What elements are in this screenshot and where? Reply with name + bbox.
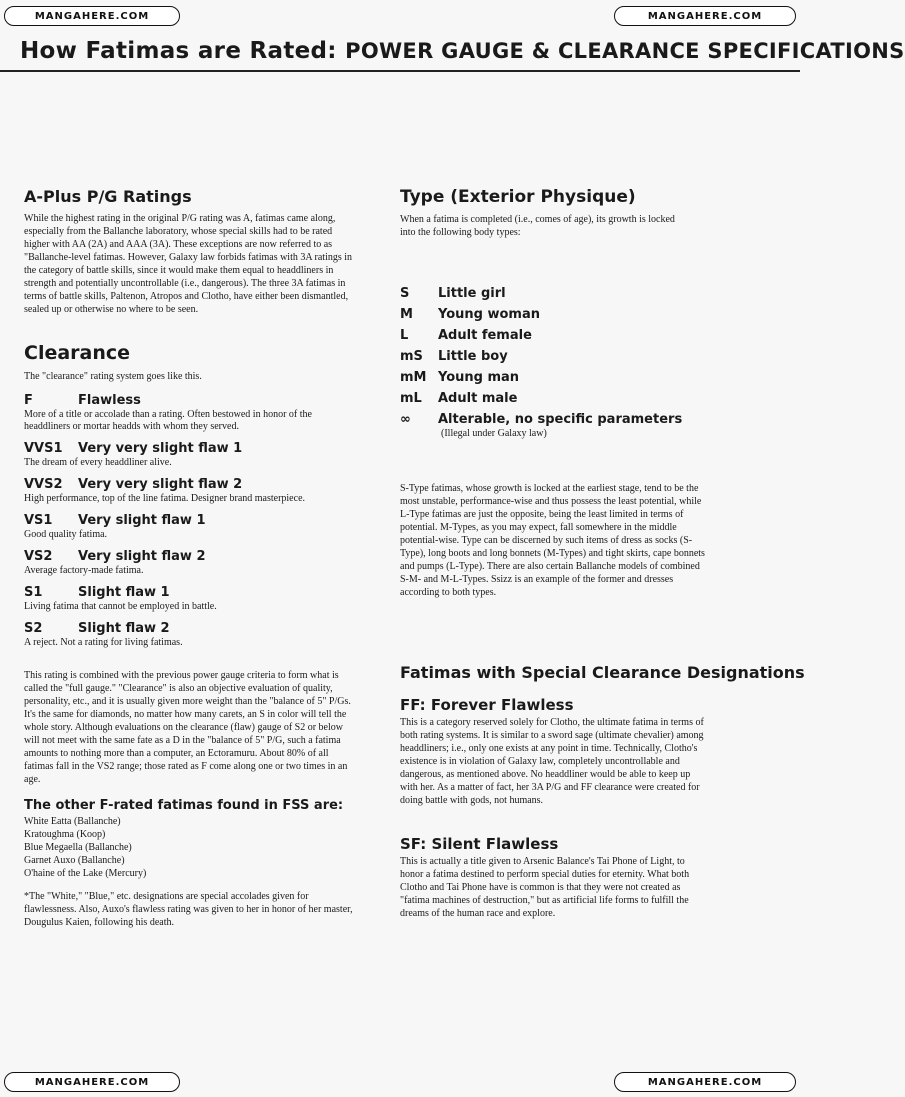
type-row-m (400, 304, 780, 325)
type-heading: Type (Exterior Physique) (400, 187, 636, 207)
special-section (400, 663, 805, 920)
title-divider (0, 70, 800, 72)
rating-code: VS2 (24, 549, 53, 564)
type-section (400, 187, 780, 599)
right-column (400, 187, 805, 920)
special-heading: Fatimas with Special Clearance Designations (400, 663, 805, 682)
full-gauge-body: This rating is combined with the previous power gauge criteria to form what is called the "full gauge." "Clearance" is also an objective evaluation of quality, personality, etc., and it is usually given more weight than the "balance of 5" P/Gs. It's the same for diamonds, no matter how many carets, an S in color will tell the whole story. Although evaluations on the clearance (flaw) gauge of S2 or below will not meet with the same fate as a D in the "balance of 5" P/G, such a fatima amounts to nothing more than a computer, an Ectoramuru. About 80% of all fatimas fall in the VS2 range; those rated as F come along one or two times in an age. (24, 670, 351, 785)
aplus-section (24, 187, 354, 316)
rating-name: Very slight flaw 2 (78, 549, 206, 564)
type-name: Little boy (438, 349, 508, 364)
aplus-body: While the highest rating in the original P/G rating was A, fatimas came along, especially from the Ballanche laboratory, whose special skills had to be rated higher with AA (2A) and AAA (3A). These exceptions are now referred to as "Ballanche-level fatimas. However, Galaxy law forbids fatimas with 3A ratings in the category of battle skills, since it would make them equal to headdliners in strength and potentially uncontrollable (i.e., dangerous). The three 3A fatimas in terms of battle skills, Paltenon, Atropos and Clotho, have either been dismantled, sealed up or otherwise no where to be seen. (24, 213, 353, 315)
rating-code: S2 (24, 621, 43, 636)
type-code: L (400, 328, 409, 343)
sf-block (400, 835, 780, 920)
rating-name: Slight flaw 1 (78, 585, 170, 600)
clearance-rating-vvs1 (24, 441, 354, 469)
type-code: mM (400, 370, 427, 385)
other-f-footnote: *The "White," "Blue," etc. designations are special accolades given for flawlessness. Also, Auxo's flawless rating was given to her in honor of her master, Dougulus Kaien, following his death. (24, 891, 353, 928)
rating-code: S1 (24, 585, 43, 600)
other-f-heading: The other F-rated fatimas found in FSS are: (24, 798, 344, 813)
left-column (24, 187, 354, 929)
clearance-list (24, 393, 354, 649)
watermark-top-left: MANGAHERE.COM (4, 6, 180, 26)
clearance-rating-vs2 (24, 549, 354, 577)
rating-code: VS1 (24, 513, 53, 528)
rating-name: Very very slight flaw 2 (78, 477, 243, 492)
type-intro: When a fatima is completed (i.e., comes of age), its growth is locked into the following body types: (400, 214, 675, 238)
ff-heading: FF: Forever Flawless (400, 696, 574, 714)
type-row-infinity (400, 409, 780, 430)
aplus-heading: A-Plus P/G Ratings (24, 187, 192, 206)
type-list (400, 283, 780, 440)
type-name: Adult female (438, 328, 532, 343)
type-name: Little girl (438, 286, 506, 301)
list-item: Blue Megaella (Ballanche) (24, 842, 132, 853)
clearance-intro: The "clearance" rating system goes like this. (24, 371, 202, 382)
clearance-section (24, 342, 354, 786)
rating-code: VVS1 (24, 441, 63, 456)
type-code: mS (400, 349, 423, 364)
rating-desc: Good quality fatima. (24, 529, 108, 540)
alterable-note: (Illegal under Galaxy law) (441, 428, 547, 439)
type-name: Alterable, no specific parameters (438, 412, 683, 427)
clearance-heading: Clearance (24, 342, 131, 364)
rating-code: F (24, 393, 33, 408)
type-row-l (400, 325, 780, 346)
watermark-bottom-right: MANGAHERE.COM (614, 1072, 796, 1092)
type-name: Adult male (438, 391, 518, 406)
clearance-rating-s1 (24, 585, 354, 613)
page-title-lead: How Fatimas are Rated: (20, 38, 337, 64)
ff-body: This is a category reserved solely for Clotho, the ultimate fatima in terms of both rating systems. It is similar to a sword sage (ultimate chevalier) among headdliners; i.e., only one exists at any point in time. Technically, Clotho's existence is in violation of Galaxy law, completely uncontrollable and dangerous, as mentioned above. No headdliner would be able to keep up with her. As a matter of fact, her 3A P/G and FF clearance were created for doing battle with gods, not humans. (400, 717, 704, 806)
type-code: M (400, 307, 413, 322)
rating-name: Slight flaw 2 (78, 621, 170, 636)
list-item: Garnet Auxo (Ballanche) (24, 855, 125, 866)
rating-desc: High performance, top of the line fatima. Designer brand masterpiece. (24, 493, 306, 504)
list-item: Kratoughma (Koop) (24, 829, 106, 840)
clearance-rating-vs1 (24, 513, 354, 541)
type-row-ml (400, 388, 780, 409)
sf-heading: SF: Silent Flawless (400, 835, 559, 853)
watermark-bottom-left: MANGAHERE.COM (4, 1072, 180, 1092)
rating-code: VVS2 (24, 477, 63, 492)
type-code: S (400, 286, 410, 301)
rating-desc: A reject. Not a rating for living fatimas. (24, 637, 183, 648)
other-f-section (24, 798, 354, 929)
rating-desc: Living fatima that cannot be employed in battle. (24, 601, 217, 612)
type-name: Young woman (438, 307, 541, 322)
type-row-mm (400, 367, 780, 388)
ff-block (400, 696, 780, 807)
type-name: Young man (438, 370, 520, 385)
clearance-rating-f (24, 393, 354, 433)
rating-name: Very very slight flaw 1 (78, 441, 243, 456)
sf-body: This is actually a title given to Arsenic Balance's Tai Phone of Light, to honor a fatima destined to perform special duties for eternity. What both Clotho and Tai Phone have is common is that they were not created as "fatima machines of destruction," but as artificial life forms to fulfill the dreams of the human race and explore. (400, 856, 690, 919)
type-row-ms (400, 346, 780, 367)
page-title-rest: POWER GAUGE & CLEARANCE SPECIFICATIONS (345, 39, 905, 63)
type-code: mL (400, 391, 422, 406)
rating-desc: The dream of every headdliner alive. (24, 457, 172, 468)
rating-desc: Average factory-made fatima. (24, 565, 144, 576)
type-row-s (400, 283, 780, 304)
clearance-rating-s2 (24, 621, 354, 649)
clearance-rating-vvs2 (24, 477, 354, 505)
type-body: S-Type fatimas, whose growth is locked at the earliest stage, tend to be the most unstable, performance-wise and thus possess the least potential, while L-Type fatimas are just the opposite, being the least limited in terms of potential. M-Types, as you may expect, fall somewhere in the middle potential-wise. Type can be discerned by such items of dress as socks (S-Type), long boots and long bonnets (M-Types) and tight skirts, cape bonnets and pumps (L-Type). There are also certain Ballanche models of combined S-M- and M-L-Types. Ssizz is an example of the former and dresses according to both types. (400, 483, 705, 598)
page-title (20, 38, 905, 64)
list-item: O'haine of the Lake (Mercury) (24, 868, 147, 879)
infinity-icon: ∞ (400, 412, 411, 427)
rating-name: Very slight flaw 1 (78, 513, 206, 528)
rating-name: Flawless (78, 393, 141, 408)
list-item: White Eatta (Ballanche) (24, 816, 121, 827)
rating-desc: More of a title or accolade than a rating. Often bestowed in honor of the headdliners or mortar headds with whom they served. (24, 409, 312, 432)
watermark-top-right: MANGAHERE.COM (614, 6, 796, 26)
